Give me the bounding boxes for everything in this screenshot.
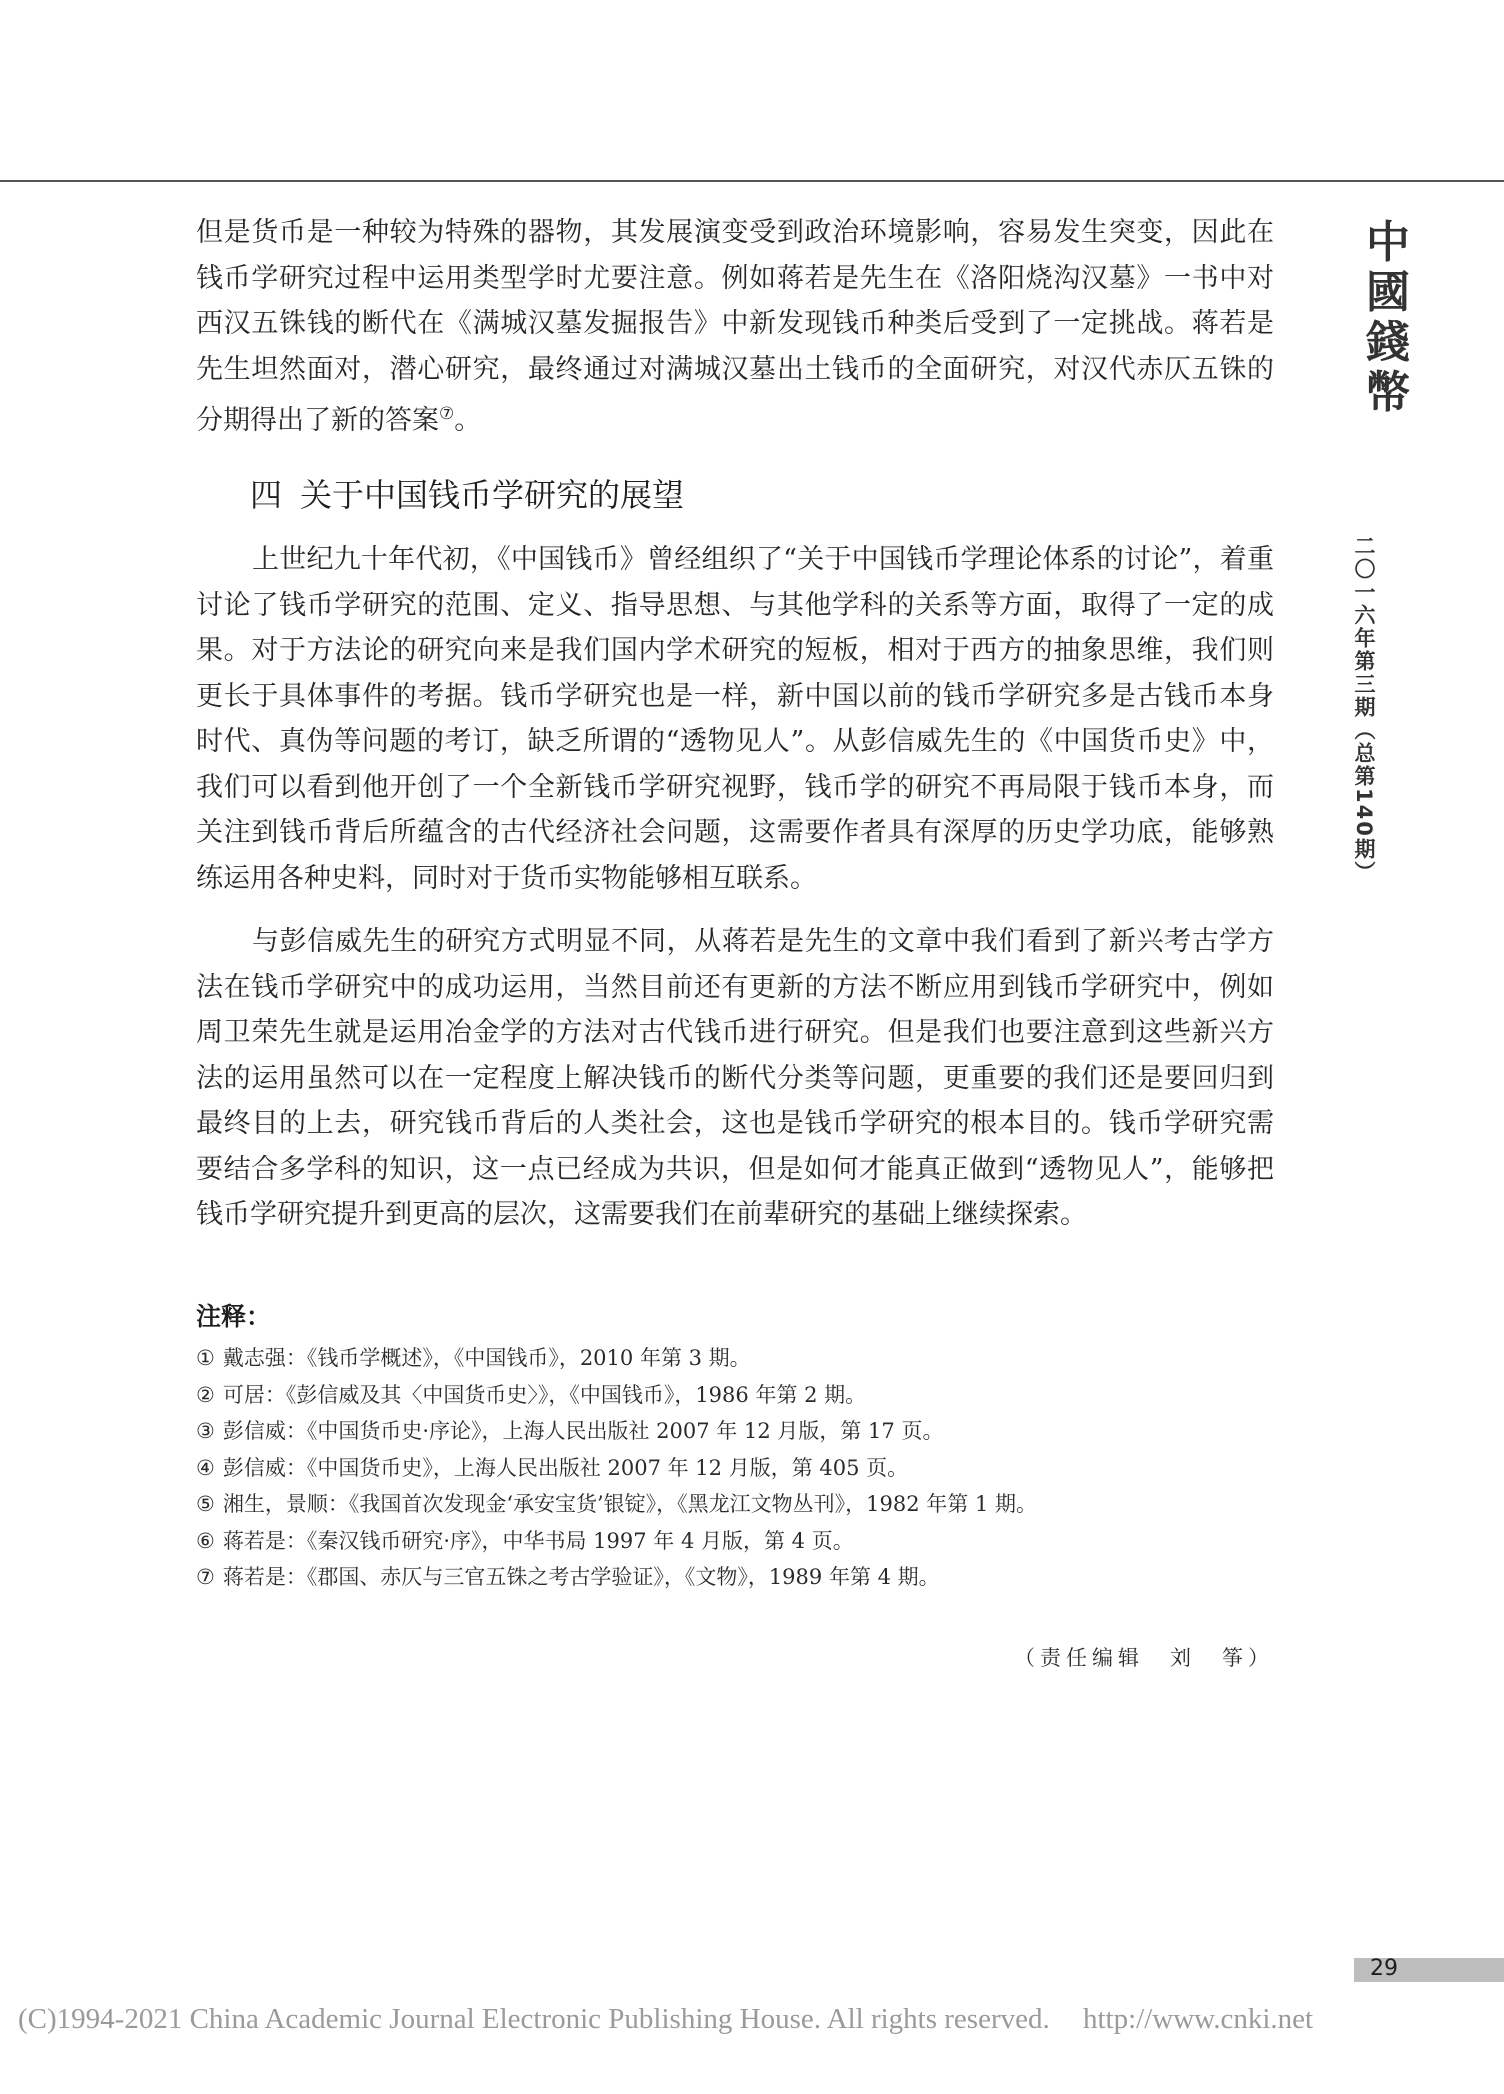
section-heading — [250, 470, 684, 516]
note-number: ③ — [196, 1419, 215, 1443]
note-number: ① — [196, 1346, 215, 1370]
note-item — [196, 1450, 1037, 1487]
journal-title-vertical — [1360, 217, 1416, 418]
journal-char: 幣 — [1366, 367, 1410, 418]
notes-title: 注释： — [196, 1302, 272, 1331]
note-number: ④ — [196, 1455, 215, 1480]
journal-char: 國 — [1366, 267, 1410, 318]
section-number: 四 — [250, 476, 283, 514]
page-number: 29 — [1370, 1956, 1398, 1981]
note-item — [196, 1486, 1037, 1523]
note-text: 蒋若是：《郡国、赤仄与三官五铢之考古学验证》，《文物》，1989 年第 4 期。 — [222, 1565, 940, 1589]
issue-label-vertical: 二〇一六年第三期（总第140期） — [1352, 535, 1376, 884]
copyright-footer — [18, 2003, 1313, 2036]
note-text: 湘生，景顺：《我国首次发现金‘承安宝货’银锭》，《黑龙江文物丛刊》，1982 年第 1 期。 — [222, 1492, 1038, 1516]
note-item — [196, 1413, 1037, 1450]
body-paragraph-2: 上世纪九十年代初，《中国钱币》曾经组织了“关于中国钱币学理论体系的讨论”，着重讨论了钱币学研究的范围、定义、指导思想、与其他学科的关系等方面，取得了一定的成果。对于方法论的研究向来是我们国内学术研究的短板，相对于西方的抽象思维，我们则更长于具体事件的考据。钱币学研究也是一样，新中国以前的钱币学研究多是古钱币本身时代、真伪等问题的考订，缺乏所谓的“透物见人”。从彭信威先生的《中国货币史》中，我们可以看到他开创了一个全新钱币学研究视野，钱币学的研究不再局限于钱币本身，而关注到钱币背后所蕴含的古代经济社会问题，这需要作者具有深厚的历史学功底，能够熟练运用各种史料，同时对于货币实物能够相互联系。 — [196, 544, 1274, 894]
body-paragraph-1 — [196, 210, 1274, 444]
note-item — [196, 1559, 1037, 1596]
notes-list — [196, 1340, 1037, 1596]
note-item — [196, 1377, 1037, 1414]
note-text: 彭信威：《中国货币史》，上海人民出版社 2007 年 12 月版，第 405 页。 — [222, 1455, 909, 1480]
note-number: ⑥ — [196, 1528, 215, 1553]
journal-char: 錢 — [1366, 317, 1410, 368]
note-item — [196, 1523, 1037, 1560]
header-rule — [0, 180, 1504, 182]
note-number: ② — [196, 1382, 215, 1407]
section-title: 关于中国钱币学研究的展望 — [300, 476, 685, 514]
note-text: 蒋若是：《秦汉钱币研究·序》，中华书局 1997 年 4 月版，第 4 页。 — [222, 1528, 854, 1553]
paragraph-end: 。 — [454, 405, 482, 436]
body-paragraph-3: 与彭信威先生的研究方式明显不同，从蒋若是先生的文章中我们看到了新兴考古学方法在钱币学研究中的成功运用，当然目前还有更新的方法不断应用到钱币学研究中，例如周卫荣先生就是运用冶金学的方法对古代钱币进行研究。但是我们也要注意到这些新兴方法的运用虽然可以在一定程度上解决钱币的断代分类等问题，更重要的我们还是要回归到最终目的上去，研究钱币背后的人类社会，这也是钱币学研究的根本目的。钱币学研究需要结合多学科的知识，这一点已经成为共识，但是如何才能真正做到“透物见人”，能够把钱币学研究提升到更高的层次，这需要我们在前辈研究的基础上继续探索。 — [196, 926, 1274, 1230]
paragraph-text: 但是货币是一种较为特殊的器物，其发展演变受到政治环境影响，容易发生突变，因此在钱币学研究过程中运用类型学时尤要注意。例如蒋若是先生在《洛阳烧沟汉墓》一书中对西汉五铢钱的断代在《满城汉墓发掘报告》中新发现钱币种类后受到了一定挑战。蒋若是先生坦然面对，潜心研究，最终通过对满城汉墓出土钱币的全面研究，对汉代赤仄五铢的分期得出了新的答案 — [196, 217, 1274, 436]
note-number: ⑦ — [196, 1565, 215, 1589]
journal-char: 中 — [1366, 217, 1410, 268]
note-item — [196, 1340, 1037, 1377]
note-text: 戴志强：《钱币学概述》，《中国钱币》，2010 年第 3 期。 — [222, 1346, 751, 1370]
note-text: 可居：《彭信威及其〈中国货币史〉》，《中国钱币》，1986 年第 2 期。 — [222, 1382, 867, 1407]
responsible-editor: （责任编辑 刘 筝） — [1014, 1646, 1274, 1670]
note-number: ⑤ — [196, 1492, 215, 1516]
cnki-link[interactable]: http://www.cnki.net — [1082, 2003, 1314, 2035]
note-text: 彭信威：《中国货币史·序论》，上海人民出版社 2007 年 12 月版，第 17 页。 — [222, 1419, 944, 1443]
copyright-text: (C)1994-2021 China Academic Journal Electronic Publishing House. All rights reserved. — [18, 2003, 1050, 2035]
footnote-ref[interactable]: ⑦ — [439, 404, 455, 424]
